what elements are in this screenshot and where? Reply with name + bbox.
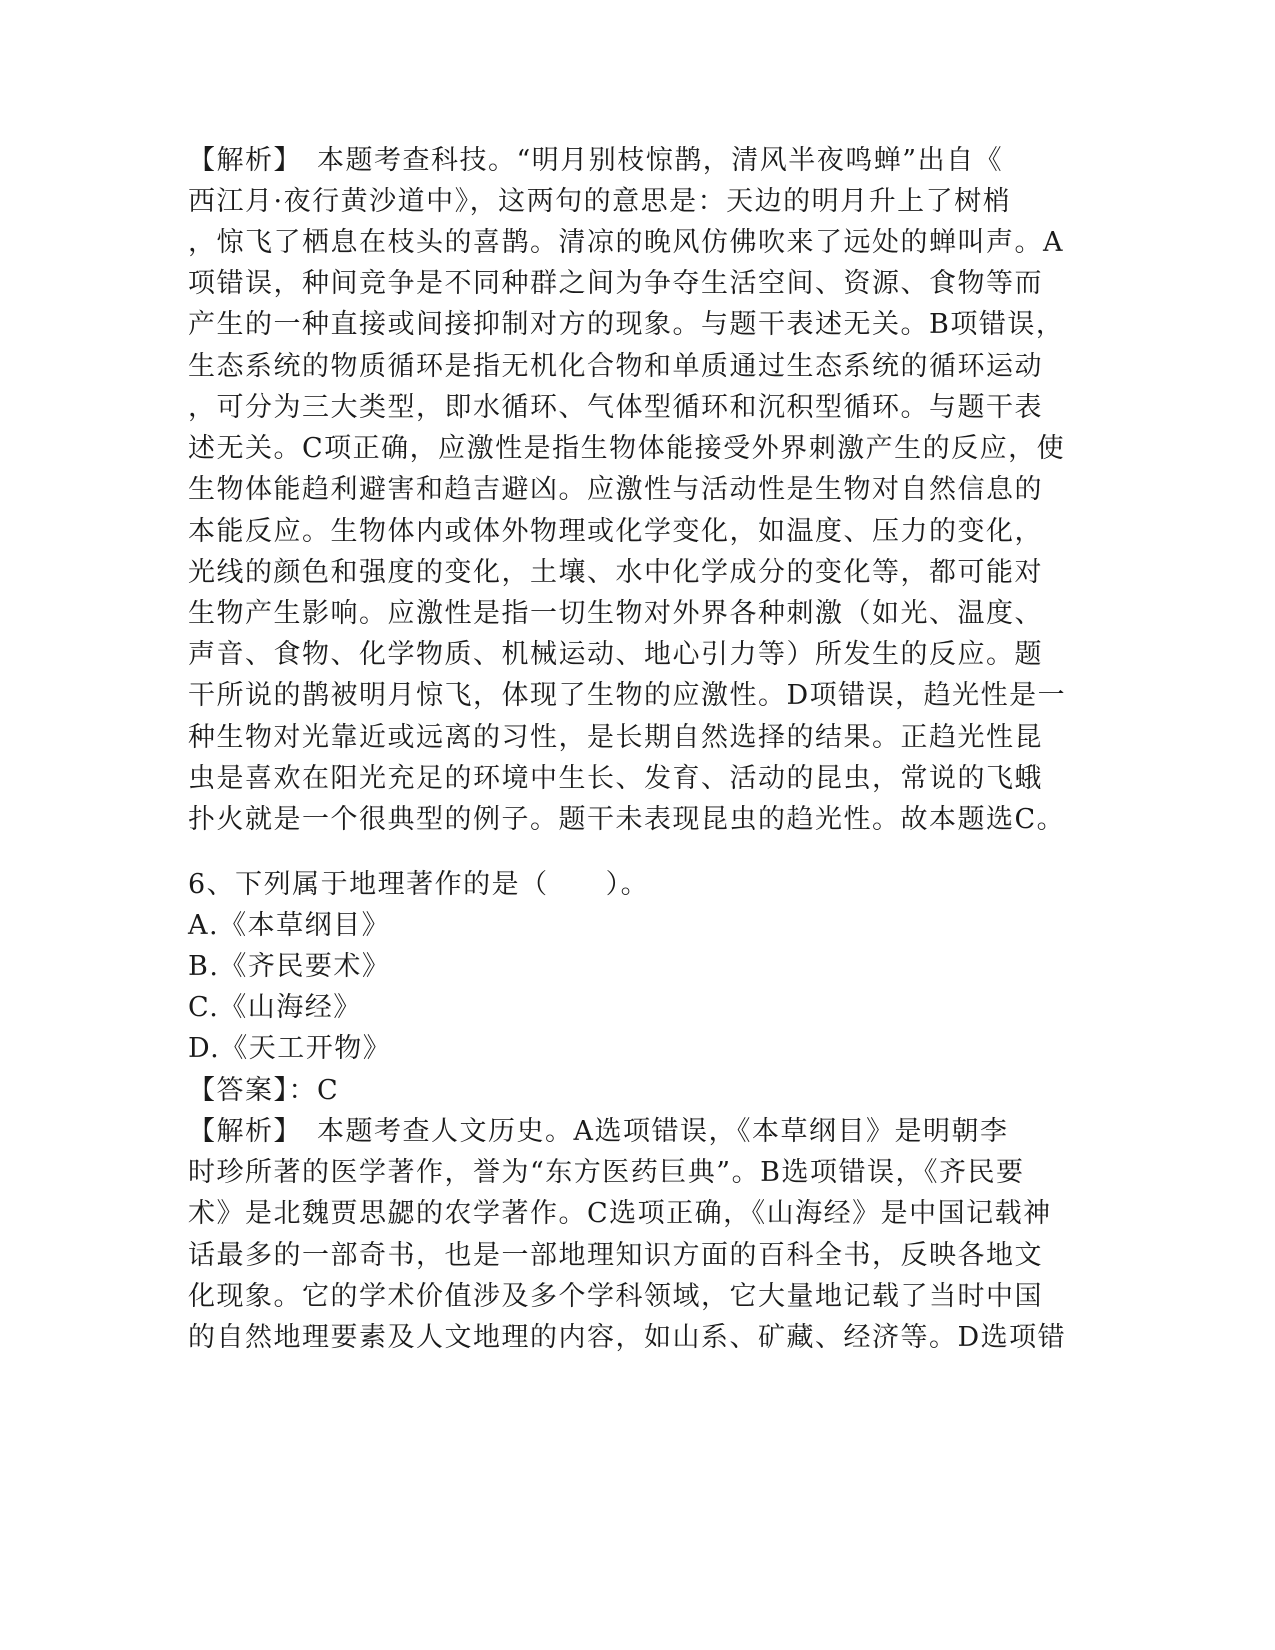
text-line: 扑火就是一个很典型的例子。题干未表现昆虫的趋光性。故本题选C。 [188,804,1066,835]
text-line: 生态系统的物质循环是指无机化合物和单质通过生态系统的循环运动 [188,351,1043,382]
text-line: 产生的一种直接或间接抑制对方的现象。与题干表述无关。B项错误， [188,309,1065,340]
text-line: 虫是喜欢在阳光充足的环境中生长、发育、活动的昆虫，常说的飞蛾 [188,763,1043,794]
text-line: 项错误，种间竞争是不同种群之间为争夺生活空间、资源、食物等而 [188,268,1043,299]
text-line: 话最多的一部奇书，也是一部地理知识方面的百科全书，反映各地文 [188,1240,1043,1271]
text-line: ，可分为三大类型，即水循环、气体型循环和沉积型循环。与题干表 [188,392,1043,423]
text-line: 生物体能趋利避害和趋吉避凶。应激性与活动性是生物对自然信息的 [188,474,1043,505]
text-line: 西江月·夜行黄沙道中》，这两句的意思是：天边的明月升上了树梢 [188,186,1012,217]
text-line: 的自然地理要素及人文地理的内容，如山系、矿藏、经济等。D选项错 [188,1322,1067,1353]
text-line: 干所说的鹊被明月惊飞，体现了生物的应激性。D项错误，趋光性是一 [188,680,1067,711]
answer-line: 【答案】：C [188,1075,340,1106]
question-stem: 6、下列属于地理著作的是（ ）。 [188,869,650,900]
text-line: 时珍所著的医学著作，誉为“东方医药巨典”。B选项错误，《齐民要 [188,1157,1025,1188]
option-b: B.《齐民要术》 [188,951,391,982]
option-d: D.《天工开物》 [188,1033,392,1064]
text-line: 术》是北魏贾思勰的农学著作。C选项正确，《山海经》是中国记载神 [188,1198,1052,1229]
text-line: 本能反应。生物体内或体外物理或化学变化，如温度、压力的变化， [188,516,1043,547]
text-line: ，惊飞了栖息在枝头的喜鹊。清凉的晚风仿佛吹来了远处的蝉叫声。A [188,227,1064,258]
option-a: A.《本草纲目》 [188,910,391,941]
text-line: 声音、食物、化学物质、机械运动、地心引力等）所发生的反应。题 [188,639,1043,670]
text-line: 生物产生影响。应激性是指一切生物对外界各种刺激（如光、温度、 [188,598,1043,629]
text-line: 种生物对光靠近或远离的习性，是长期自然选择的结果。正趋光性昆 [188,722,1043,753]
option-c: C.《山海经》 [188,992,362,1023]
text-line: 光线的颜色和强度的变化，土壤、水中化学成分的变化等，都可能对 [188,557,1043,588]
text-line: 【解析】 本题考查科技。“明月别枝惊鹊，清风半夜鸣蝉”出自《 [188,145,1004,176]
text-line: 化现象。它的学术价值涉及多个学科领域，它大量地记载了当时中国 [188,1281,1043,1312]
text-line: 述无关。C项正确，应激性是指生物体能接受外界刺激产生的反应，使 [188,433,1066,464]
text-line: 【解析】 本题考查人文历史。A选项错误，《本草纲目》是明朝李 [188,1116,1009,1147]
